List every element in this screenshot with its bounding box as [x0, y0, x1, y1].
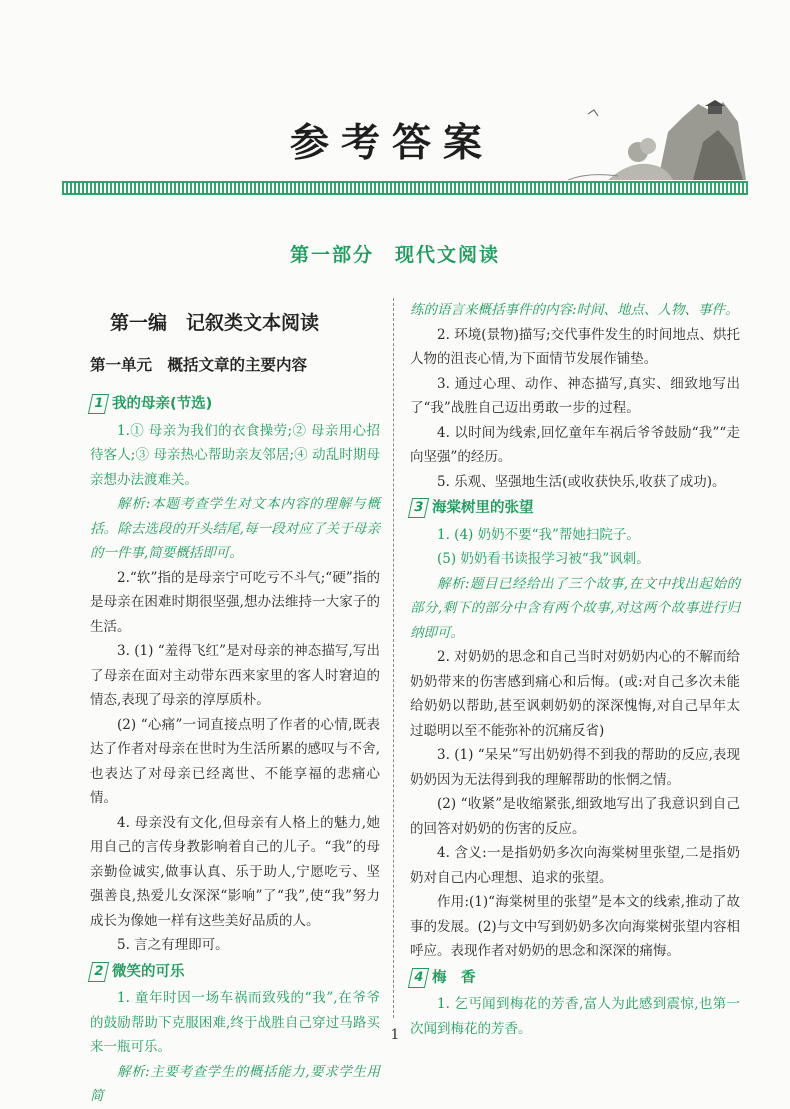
answer: 2. 环境(景物)描写;交代事件发生的时间地点、烘托人物的沮丧心情,为下面情节发展作铺垫。	[410, 326, 740, 367]
section-title: 我的母亲(节选)	[112, 396, 213, 412]
section-title: 微笑的可乐	[112, 963, 185, 980]
header-rule	[62, 181, 748, 195]
answer: 3. 通过心理、动作、神态描写,真实、细致地写出了“我”战胜自己迈出勇敢一步的过程。	[410, 375, 740, 416]
section-number: 3	[408, 498, 429, 518]
answer-note: 练的语言来概括事件的内容:时间、地点、人物、事件。	[410, 302, 739, 318]
answer: 4. 以时间为线索,回忆童年车祸后爷爷鼓励“我”“走向坚强”的经历。	[410, 424, 740, 465]
answer: (2) “收紧”是收缩紧张,细致地写出了我意识到自己的回答对奶奶的伤害的反应。	[410, 796, 740, 837]
section-title: 梅 香	[432, 969, 476, 986]
section-number: 2	[88, 962, 109, 982]
page-number: 1	[390, 1027, 400, 1043]
answer: 1. (4) 奶奶不要“我”帮她扫院子。	[437, 526, 640, 543]
landscape-illustration	[548, 92, 748, 180]
left-column	[90, 298, 380, 1109]
answer: 1. 童年时因一场车祸而致残的“我”,在爷爷的鼓励帮助下克服困难,终于战胜自己穿过马路买来一瓶可乐。	[90, 990, 380, 1055]
answer: 3. (1) “羞得飞红”是对母亲的神态描写,写出了母亲在面对主动带东西来家里的客人时窘迫的情态,表现了母亲的淳厚质朴。	[90, 643, 380, 708]
section-number: 4	[408, 968, 429, 988]
answer: 3. (1) “呆呆”写出奶奶得不到我的帮助的反应,表现奶奶因为无法得到我的理解帮助的怅惘之情。	[410, 747, 740, 788]
answer: 2.“软”指的是母亲宁可吃亏不斗气;“硬”指的是母亲在困难时期很坚强,想办法维持一大家子的生活。	[90, 569, 380, 635]
section-heading	[410, 966, 740, 991]
section-heading	[410, 496, 740, 521]
answer-note: 解析:主要考查学生的概括能力,要求学生用简	[90, 1063, 380, 1104]
answer: 1.① 母亲为我们的衣食操劳;② 母亲用心招待客人;③ 母亲热心帮助亲友邻居;④ 动乱时期母亲想办法渡难关。	[90, 422, 380, 488]
answer: (2) “心痛”一词直接点明了作者的心情,既表达了作者对母亲在世时为生活所累的感叹与不舍,也表达了对母亲已经离世、不能享福的悲痛心情。	[90, 716, 380, 806]
column-divider	[393, 298, 394, 1018]
right-column	[410, 298, 740, 1041]
page-title: 参考答案	[290, 120, 495, 166]
unit-heading: 第一单元 概括文章的主要内容	[90, 356, 308, 374]
part-title: 第一部分 现代文阅读	[289, 244, 500, 266]
answer: 作用:(1)“海棠树里的张望”是本文的线索,推动了故事的发展。(2)与文中写到奶奶多次向海棠树张望内容相呼应。表现作者对奶奶的思念和深深的痛悔。	[410, 894, 740, 959]
chapter-heading: 第一编 记叙类文本阅读	[110, 312, 320, 334]
section-number: 1	[88, 394, 109, 414]
section-title: 海棠树里的张望	[432, 500, 534, 516]
answer: 4. 母亲没有文化,但母亲有人格上的魅力,她用自己的言传身教影响着自己的儿子。“我”的母亲勤俭诚实,做事认真、乐于助人,宁愿吃亏、坚强善良,热爱儿女深深“影响”了“我”,使“我”努力成长为像她一样有这些美好品质的人。	[90, 814, 380, 929]
answer: 5. 言之有理即可。	[117, 937, 229, 953]
answer: 2. 对奶奶的思念和自己当时对奶奶内心的不解而给奶奶带来的伤害感到痛心和后悔。(或:对自己多次未能给奶奶以帮助,甚至讽刺奶奶的深深愧悔,对自己早年太过聪明以至不能弥补的沉痛反省)	[410, 649, 740, 739]
answer: 4. 含义:一是指奶奶多次向海棠树里张望,二是指奶奶对自己内心理想、追求的张望。	[410, 845, 740, 886]
answer: (5) 奶奶看书读报学习被“我”讽刺。	[437, 551, 650, 567]
section-heading	[90, 392, 380, 417]
answer-note: 解析:题目已经给出了三个故事,在文中找出起始的部分,剩下的部分中含有两个故事,对这两个故事进行归纳即可。	[410, 575, 740, 641]
section-heading	[90, 960, 380, 985]
answer-note: 解析:本题考查学生对文本内容的理解与概括。除去选段的开头结尾,每一段对应了关于母亲的一件事,简要概括即可。	[90, 496, 380, 561]
answer: 5. 乐观、坚强地生活(或收获快乐,收获了成功)。	[437, 473, 726, 490]
answer: 1. 乞丐闻到梅花的芳香,富人为此感到震惊,也第一次闻到梅花的芳香。	[410, 996, 740, 1037]
